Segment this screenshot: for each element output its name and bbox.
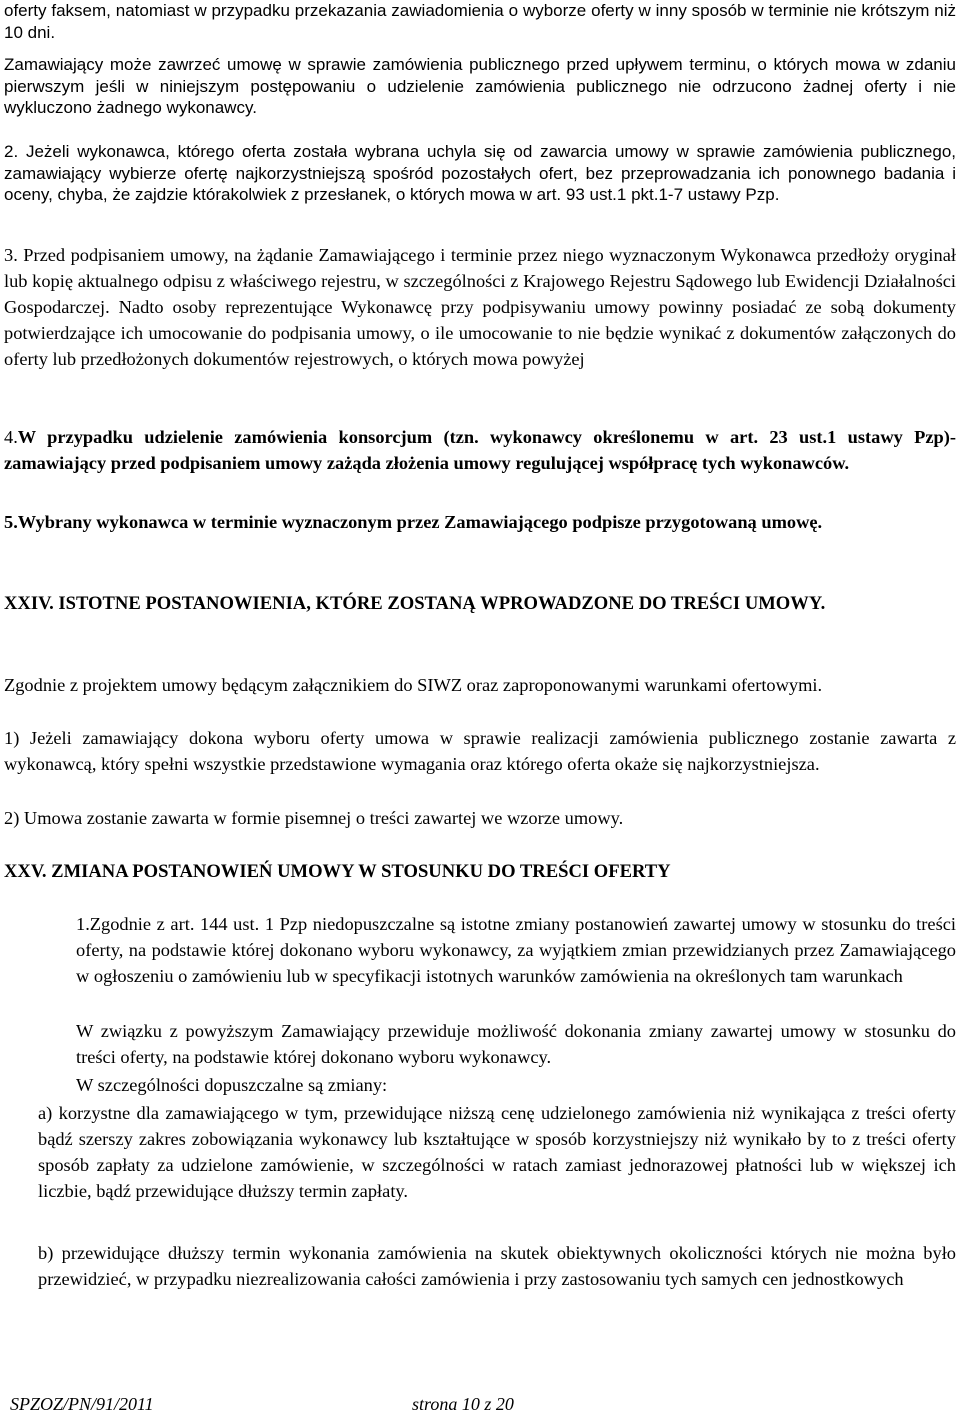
section-heading-xxiv: XXIV. ISTOTNE POSTANOWIENIA, KTÓRE ZOSTANĄ WPROWADZONE DO TREŚCI UMOWY.	[4, 593, 826, 614]
paragraph-xxv-3: W szczególności dopuszczalne są zmiany:	[76, 1075, 388, 1095]
list-item-a: a) korzystne dla zamawiającego w tym, przewidujące niższą cenę udzielonego zamówienia niż wynikająca z treści oferty bądź szerszy zakres zobowiązania wykonawcy lub kształtujące w sposób korzystniejszy niż wynikało by to z treści oferty sposób zapłaty za udzielone zamówienie, w szczególności w ratach zamiast jednorazowej płatności lub w większej ich liczbie, bądź przewidujące dłuższy termin zapłaty.	[38, 1103, 956, 1201]
paragraph-xxiv-1: 1) Jeżeli zamawiający dokona wyboru oferty umowa w sprawie realizacji zamówienia publicznego zostanie zawarta z wykonawcą, który spełni wszystkie przedstawione wymagania oraz którego oferta okaże się najkorzystniejsza.	[4, 728, 956, 774]
paragraph-xxv-1: 1.Zgodnie z art. 144 ust. 1 Pzp niedopuszczalne są istotne zmiany postanowień zawartej umowy w stosunku do treści oferty, na podstawie której dokonano wyboru wykonawcy, za wyjątkiem zmian przewidzianych przez Zamawiającego w ogłoszeniu o zamówieniu lub w specyfikacji istotnych warunków zamówienia na określonych tam warunkach	[76, 914, 956, 986]
paragraph-point-3: 3. Przed podpisaniem umowy, na żądanie Zamawiającego i terminie przez niego wyznaczonym Wykonawca przedłoży oryginał lub kopię aktualnego odpisu z właściwego rejestru, w szczególności z Krajowego Rejestru Sądowego lub Ewidencji Działalności Gospodarczej. Nadto osoby reprezentujące Wykonawcę przy podpisywaniu umowy powinny posiadać ze sobą dokumenty potwierdzające ich umocowanie do podpisania umowy, o ile umocowanie to nie będzie wynikać z dokumentów załączonych do oferty lub przedłożonych dokumentów rejestrowych, o których mowa powyżej	[4, 245, 956, 369]
paragraph-early-contract: Zamawiający może zawrzeć umowę w sprawie zamówienia publicznego przed upływem terminu, o których mowa w zdaniu pierwszym jeśli w niniejszym postępowaniu o udzielenie zamówienia publicznego nie odrzucono żadnej oferty i nie wykluczono żadnego wykonawcy.	[4, 55, 956, 117]
footer-page-number: strona 10 z 20	[412, 1394, 514, 1414]
paragraph-point-2: 2. Jeżeli wykonawca, którego oferta została wybrana uchyla się od zawarcia umowy w sprawie zamówienia publicznego, zamawiający wybierze ofertę najkorzystniejszą spośród pozostałych ofert, bez przeprowadzania ich ponownego badania i oceny, chyba, że zajdzie którakolwiek z przesłanek, o których mowa w art. 93 ust.1 pkt.1-7 ustawy Pzp.	[4, 142, 956, 204]
section-heading-xxv: XXV. ZMIANA POSTANOWIEŃ UMOWY W STOSUNKU DO TREŚCI OFERTY	[4, 861, 671, 882]
list-item-b: b) przewidujące dłuższy termin wykonania zamówienia na skutek obiektywnych okoliczności których nie można było przewidzieć, w przypadku niezrealizowania całości zamówienia i przy zastosowaniu tych samych cen jednostkowych	[38, 1243, 956, 1289]
footer-document-id: SPZOZ/PN/91/2011	[10, 1394, 154, 1414]
point-4-text: W przypadku udzielenie zamówienia konsorcjum (tzn. wykonawcy określonemu w art. 23 ust.1 ustawy Pzp)- zamawiający przed podpisaniem umowy zażąda złożenia umowy regulującej współpracę tych wykonawców.	[4, 427, 956, 473]
paragraph-xxiv-intro: Zgodnie z projektem umowy będącym załącznikiem do SIWZ oraz zaproponowanymi warunkami ofertowymi.	[4, 675, 823, 695]
paragraph-xxiv-2: 2) Umowa zostanie zawarta w formie pisemnej o treści zawartej we wzorze umowy.	[4, 808, 624, 828]
paragraph-continuation: oferty faksem, natomiast w przypadku przekazania zawiadomienia o wyborze oferty w inny sposób w terminie nie krótszym niż 10 dni.	[4, 1, 956, 42]
paragraph-point-5: 5.Wybrany wykonawca w terminie wyznaczonym przez Zamawiającego podpisze przygotowaną umowę.	[4, 512, 823, 532]
paragraph-xxv-2: W związku z powyższym Zamawiający przewiduje możliwość dokonania zmiany zawartej umowy w stosunku do treści oferty, na podstawie której dokonano wyboru wykonawcy.	[76, 1021, 956, 1067]
paragraph-point-4	[4, 424, 956, 476]
point-4-number: 4.	[4, 427, 18, 447]
